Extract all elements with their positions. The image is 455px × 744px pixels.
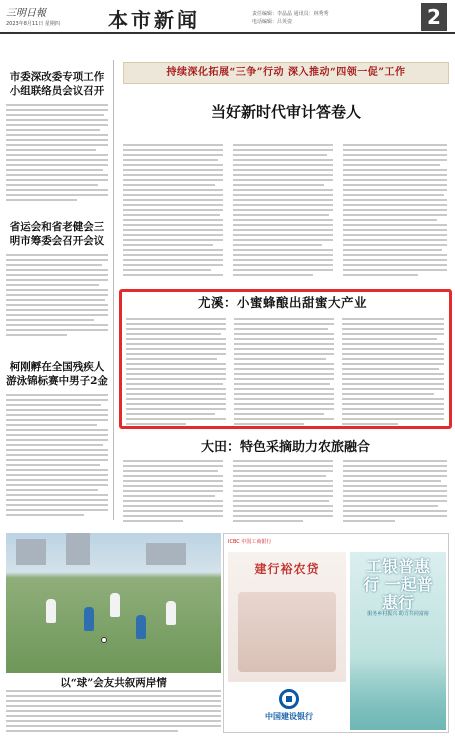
ad-top-label: ICBC 中国工商银行 (228, 539, 272, 545)
main-story-headline: 当好新时代审计答卷人 (210, 103, 361, 121)
player-figure (84, 607, 94, 631)
datian-col-2 (233, 460, 333, 525)
editor-credits (252, 10, 329, 26)
column-divider (113, 60, 114, 520)
player-figure (46, 599, 56, 623)
body-text (6, 104, 108, 201)
campaign-banner (123, 62, 449, 84)
highlight-col-3 (342, 318, 444, 428)
ad-right-subtitle: 服务乡村振兴 助力共同富裕 (367, 611, 429, 617)
ad-illustration (238, 592, 336, 672)
building-shape (146, 543, 186, 565)
building-shape (16, 539, 46, 565)
issue-date: 2023年8月11日 星期四 (6, 21, 60, 27)
ad-bank-block (234, 689, 344, 722)
ad-landscape (350, 660, 446, 730)
left-story-2 (6, 220, 108, 339)
ball-shape (101, 637, 107, 643)
ad-left-title: 建行裕农贷 (254, 562, 320, 576)
banner-text: 持续深化拓展“三争”行动 深入推动“四领一促”工作 (166, 67, 406, 78)
page-number: 2 (421, 3, 447, 31)
bank-name: 中国建设银行 (265, 712, 313, 721)
highlight-story-headline: 尤溪：小蜜蜂酿出甜蜜大产业 (197, 295, 367, 310)
story-headline: 柯刚孵在全国残疾人游泳锦标赛中男子2金 (6, 361, 108, 387)
highlight-col-1 (126, 318, 226, 428)
datian-col-3 (343, 460, 447, 525)
main-story-col-2 (233, 144, 333, 279)
section-title: 本市新闻 (108, 8, 200, 32)
main-story-col-1 (123, 144, 223, 279)
left-story-3 (6, 360, 108, 519)
ad-left-panel (228, 552, 346, 682)
left-story-1 (6, 70, 108, 204)
editor-line: 电话编辑：吕英姿 (252, 19, 293, 25)
main-story-col-3 (343, 144, 447, 279)
bank-advertisement (223, 533, 449, 733)
player-figure (136, 615, 146, 639)
highlight-col-2 (234, 318, 334, 428)
story-headline: 省运会和省老健会三明市筹委会召开会议 (9, 221, 105, 247)
story-headline: 市委深改委专项工作小组联络员会议召开 (9, 71, 105, 97)
datian-col-1 (123, 460, 223, 525)
caption-text (6, 690, 221, 735)
player-figure (166, 601, 176, 625)
ad-right-panel (350, 552, 446, 730)
ad-right-title: 工银普惠行 一起普惠行 (363, 557, 433, 612)
newspaper-logo: 三明日報 (6, 8, 46, 19)
bank-logo-icon (279, 689, 299, 709)
body-text (6, 394, 108, 516)
football-photo (6, 533, 221, 673)
building-shape (66, 533, 90, 565)
body-text (6, 254, 108, 336)
editor-line: 责任编辑：李晶晶 通讯员：林秀秀 (252, 11, 329, 17)
photo-caption: 以“球”会友共叙两岸情 (60, 677, 167, 689)
player-figure (110, 593, 120, 617)
datian-story-headline: 大田：特色采摘助力农旅融合 (200, 440, 370, 455)
masthead (0, 0, 455, 34)
